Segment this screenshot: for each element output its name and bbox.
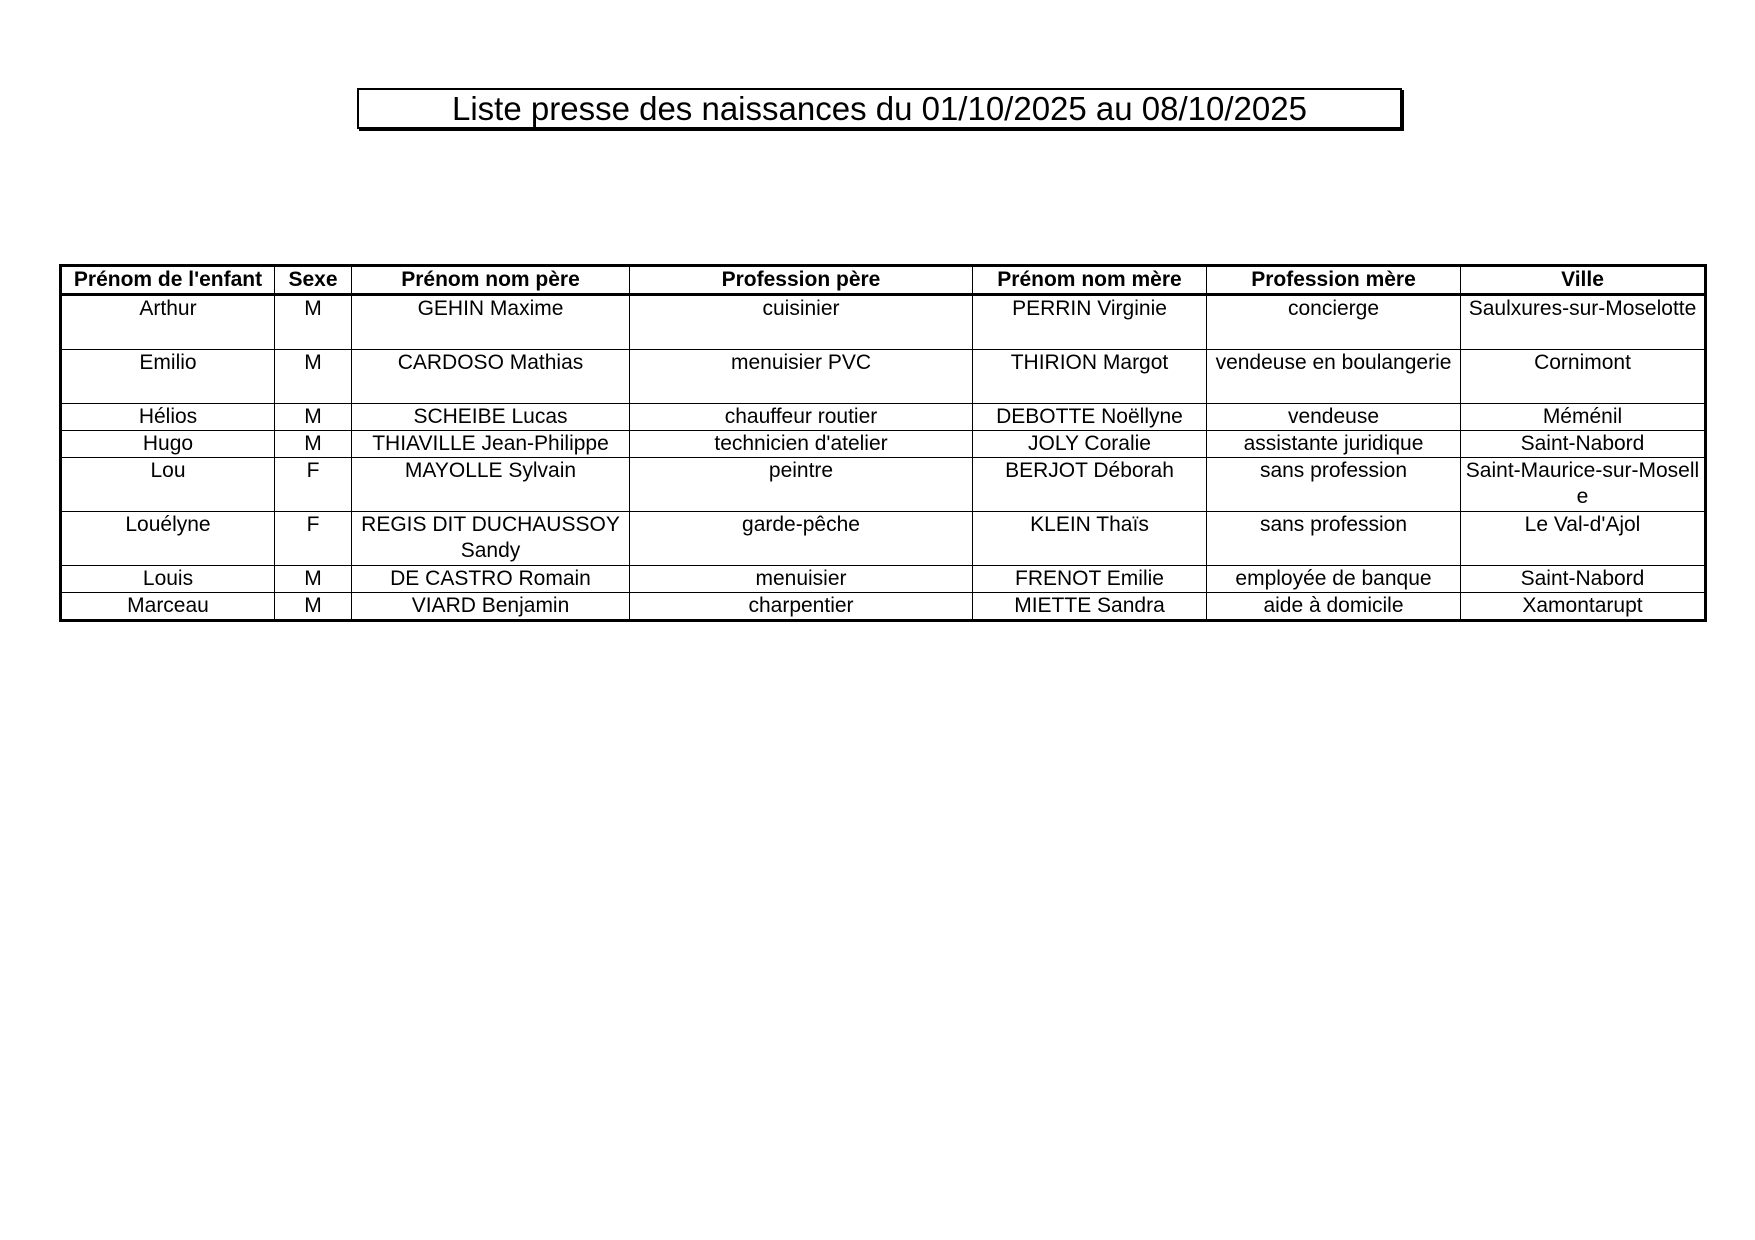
table-header-row <box>61 266 1706 295</box>
table-row <box>61 566 1706 593</box>
title-box <box>357 88 1402 129</box>
table-row <box>61 458 1706 512</box>
cell-father-profession: menuisier <box>630 566 973 593</box>
cell-father-name: REGIS DIT DUCHAUSSOY Sandy <box>352 512 630 566</box>
cell-mother-name: BERJOT Déborah <box>973 458 1207 512</box>
cell-father-profession: chauffeur routier <box>630 404 973 431</box>
cell-child-name: Lou <box>61 458 275 512</box>
cell-father-name: VIARD Benjamin <box>352 593 630 621</box>
column-header: Prénom de l'enfant <box>61 266 275 295</box>
cell-sex: M <box>275 566 352 593</box>
births-table <box>59 264 1707 622</box>
cell-father-profession: garde-pêche <box>630 512 973 566</box>
cell-city: Le Val-d'Ajol <box>1461 512 1706 566</box>
column-header: Profession mère <box>1207 266 1461 295</box>
cell-city: Saulxures-sur-Moselotte <box>1461 295 1706 350</box>
page-title: Liste presse des naissances du 01/10/2025 au 08/10/2025 <box>452 90 1307 127</box>
table-row <box>61 512 1706 566</box>
cell-mother-profession: sans profession <box>1207 458 1461 512</box>
cell-city: Xamontarupt <box>1461 593 1706 621</box>
column-header: Ville <box>1461 266 1706 295</box>
cell-child-name: Marceau <box>61 593 275 621</box>
cell-city: Saint-Nabord <box>1461 566 1706 593</box>
table-row <box>61 404 1706 431</box>
table-row <box>61 350 1706 404</box>
cell-city: Méménil <box>1461 404 1706 431</box>
cell-mother-name: PERRIN Virginie <box>973 295 1207 350</box>
cell-father-name: DE CASTRO Romain <box>352 566 630 593</box>
cell-father-profession: menuisier PVC <box>630 350 973 404</box>
table-row <box>61 295 1706 350</box>
table-row <box>61 593 1706 621</box>
cell-child-name: Hélios <box>61 404 275 431</box>
cell-sex: M <box>275 404 352 431</box>
cell-child-name: Emilio <box>61 350 275 404</box>
cell-mother-name: KLEIN Thaïs <box>973 512 1207 566</box>
column-header: Prénom nom mère <box>973 266 1207 295</box>
cell-child-name: Arthur <box>61 295 275 350</box>
column-header: Profession père <box>630 266 973 295</box>
cell-mother-name: DEBOTTE Noëllyne <box>973 404 1207 431</box>
cell-mother-profession: aide à domicile <box>1207 593 1461 621</box>
cell-mother-profession: vendeuse <box>1207 404 1461 431</box>
cell-sex: M <box>275 350 352 404</box>
cell-sex: F <box>275 512 352 566</box>
cell-sex: M <box>275 295 352 350</box>
cell-mother-profession: assistante juridique <box>1207 431 1461 458</box>
cell-mother-profession: employée de banque <box>1207 566 1461 593</box>
cell-father-profession: charpentier <box>630 593 973 621</box>
cell-mother-name: JOLY Coralie <box>973 431 1207 458</box>
cell-mother-profession: vendeuse en boulangerie <box>1207 350 1461 404</box>
cell-father-name: GEHIN Maxime <box>352 295 630 350</box>
cell-father-profession: cuisinier <box>630 295 973 350</box>
cell-sex: F <box>275 458 352 512</box>
cell-child-name: Louis <box>61 566 275 593</box>
cell-city: Cornimont <box>1461 350 1706 404</box>
cell-father-name: THIAVILLE Jean-Philippe <box>352 431 630 458</box>
cell-mother-profession: concierge <box>1207 295 1461 350</box>
cell-mother-name: THIRION Margot <box>973 350 1207 404</box>
cell-sex: M <box>275 593 352 621</box>
cell-city: Saint-Maurice-sur-Moselle <box>1461 458 1706 512</box>
cell-father-profession: peintre <box>630 458 973 512</box>
cell-child-name: Hugo <box>61 431 275 458</box>
table-row <box>61 431 1706 458</box>
cell-father-name: SCHEIBE Lucas <box>352 404 630 431</box>
cell-mother-profession: sans profession <box>1207 512 1461 566</box>
cell-father-name: CARDOSO Mathias <box>352 350 630 404</box>
column-header: Sexe <box>275 266 352 295</box>
cell-father-profession: technicien d'atelier <box>630 431 973 458</box>
cell-mother-name: FRENOT Emilie <box>973 566 1207 593</box>
cell-sex: M <box>275 431 352 458</box>
cell-city: Saint-Nabord <box>1461 431 1706 458</box>
cell-child-name: Louélyne <box>61 512 275 566</box>
cell-mother-name: MIETTE Sandra <box>973 593 1207 621</box>
cell-father-name: MAYOLLE Sylvain <box>352 458 630 512</box>
column-header: Prénom nom père <box>352 266 630 295</box>
